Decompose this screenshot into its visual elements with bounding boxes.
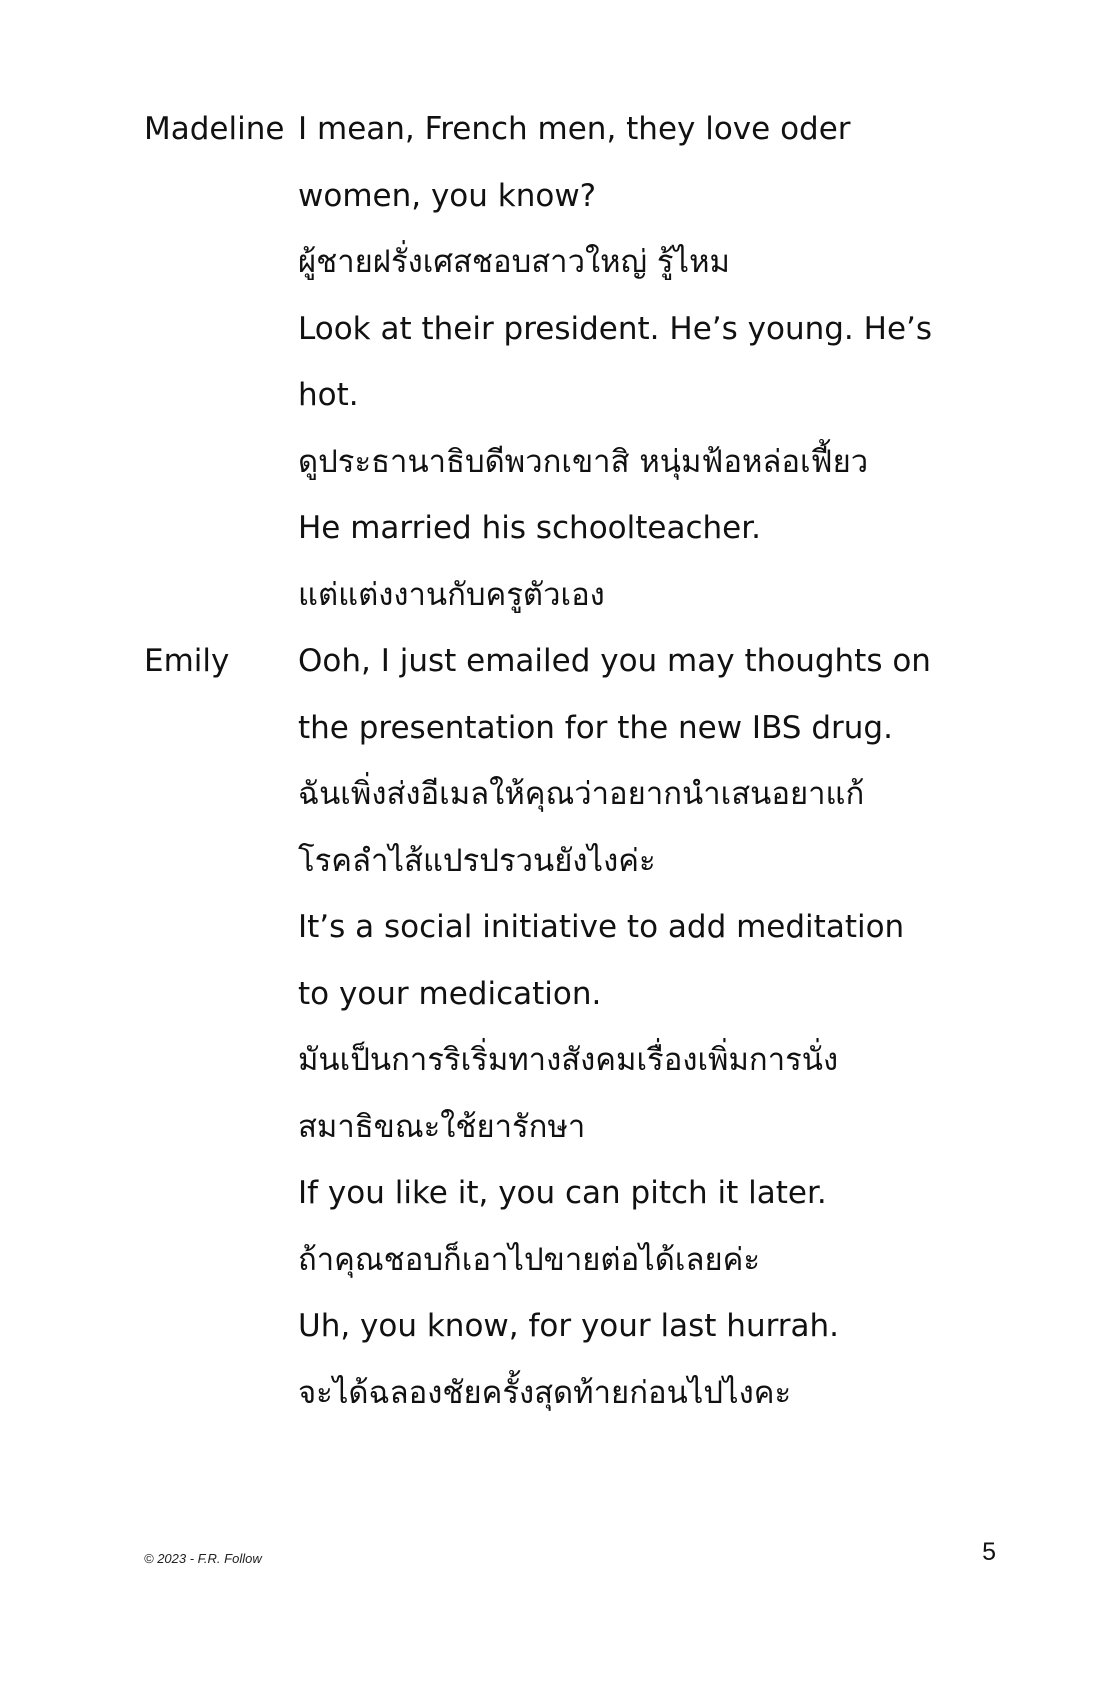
dialogue-line-english: women, you know? [298, 177, 597, 214]
dialogue-line-english: He married his schoolteacher. [298, 510, 761, 546]
dialogue-line-thai: แต่แต่งงานกับครูตัวเอง [298, 576, 605, 613]
dialogue-block-madeline [144, 96, 1044, 628]
speaker-name: Madeline [144, 111, 285, 147]
dialogue-line-thai: โรคลำไส้แปรปรวนยังไงค่ะ [298, 842, 656, 879]
dialogue-line-english: the presentation for the new IBS drug. [298, 709, 893, 746]
dialogue-lines [298, 96, 1044, 628]
script-body [144, 96, 1044, 1426]
dialogue-line-thai: ถ้าคุณชอบก็เอาไปขายต่อได้เลยค่ะ [298, 1241, 761, 1278]
dialogue-line-english: Uh, you know, for your last hurrah. [298, 1308, 840, 1344]
dialogue-line-english: It’s a social initiative to add meditation [298, 909, 905, 945]
speaker-name: Emily [144, 643, 230, 679]
copyright-footer: © 2023 - F.R. Follow [144, 1551, 262, 1566]
dialogue-line-thai: สมาธิขณะใช้ยารักษา [298, 1108, 586, 1145]
dialogue-line-thai: ดูประธานาธิบดีพวกเขาสิ หนุ่มฟ้อหล่อเฟี้ยว [298, 443, 869, 480]
dialogue-line-thai: จะได้ฉลองชัยครั้งสุดท้ายก่อนไปไงคะ [298, 1374, 792, 1411]
dialogue-line-english: If you like it, you can pitch it later. [298, 1175, 827, 1211]
dialogue-line-english: to your medication. [298, 975, 602, 1012]
dialogue-line-thai: มันเป็นการริเริ่มทางสังคมเรื่องเพิ่มการนั่ง [298, 1042, 839, 1078]
page-number: 5 [982, 1538, 996, 1566]
dialogue-line-english: hot. [298, 377, 359, 413]
dialogue-line-english: Look at their president. He’s young. He’s [298, 310, 933, 347]
dialogue-lines [298, 628, 1044, 1426]
dialogue-line-thai: ผู้ชายฝรั่งเศสชอบสาวใหญ่ รู้ไหม [298, 244, 730, 280]
dialogue-line-thai: ฉันเพิ่งส่งอีเมลให้คุณว่าอยากนำเสนอยาแก้ [298, 776, 865, 812]
dialogue-line-english: Ooh, I just emailed you may thoughts on [298, 643, 931, 679]
dialogue-line-english: I mean, French men, they love oder [298, 111, 851, 147]
dialogue-block-emily [144, 628, 1044, 1426]
